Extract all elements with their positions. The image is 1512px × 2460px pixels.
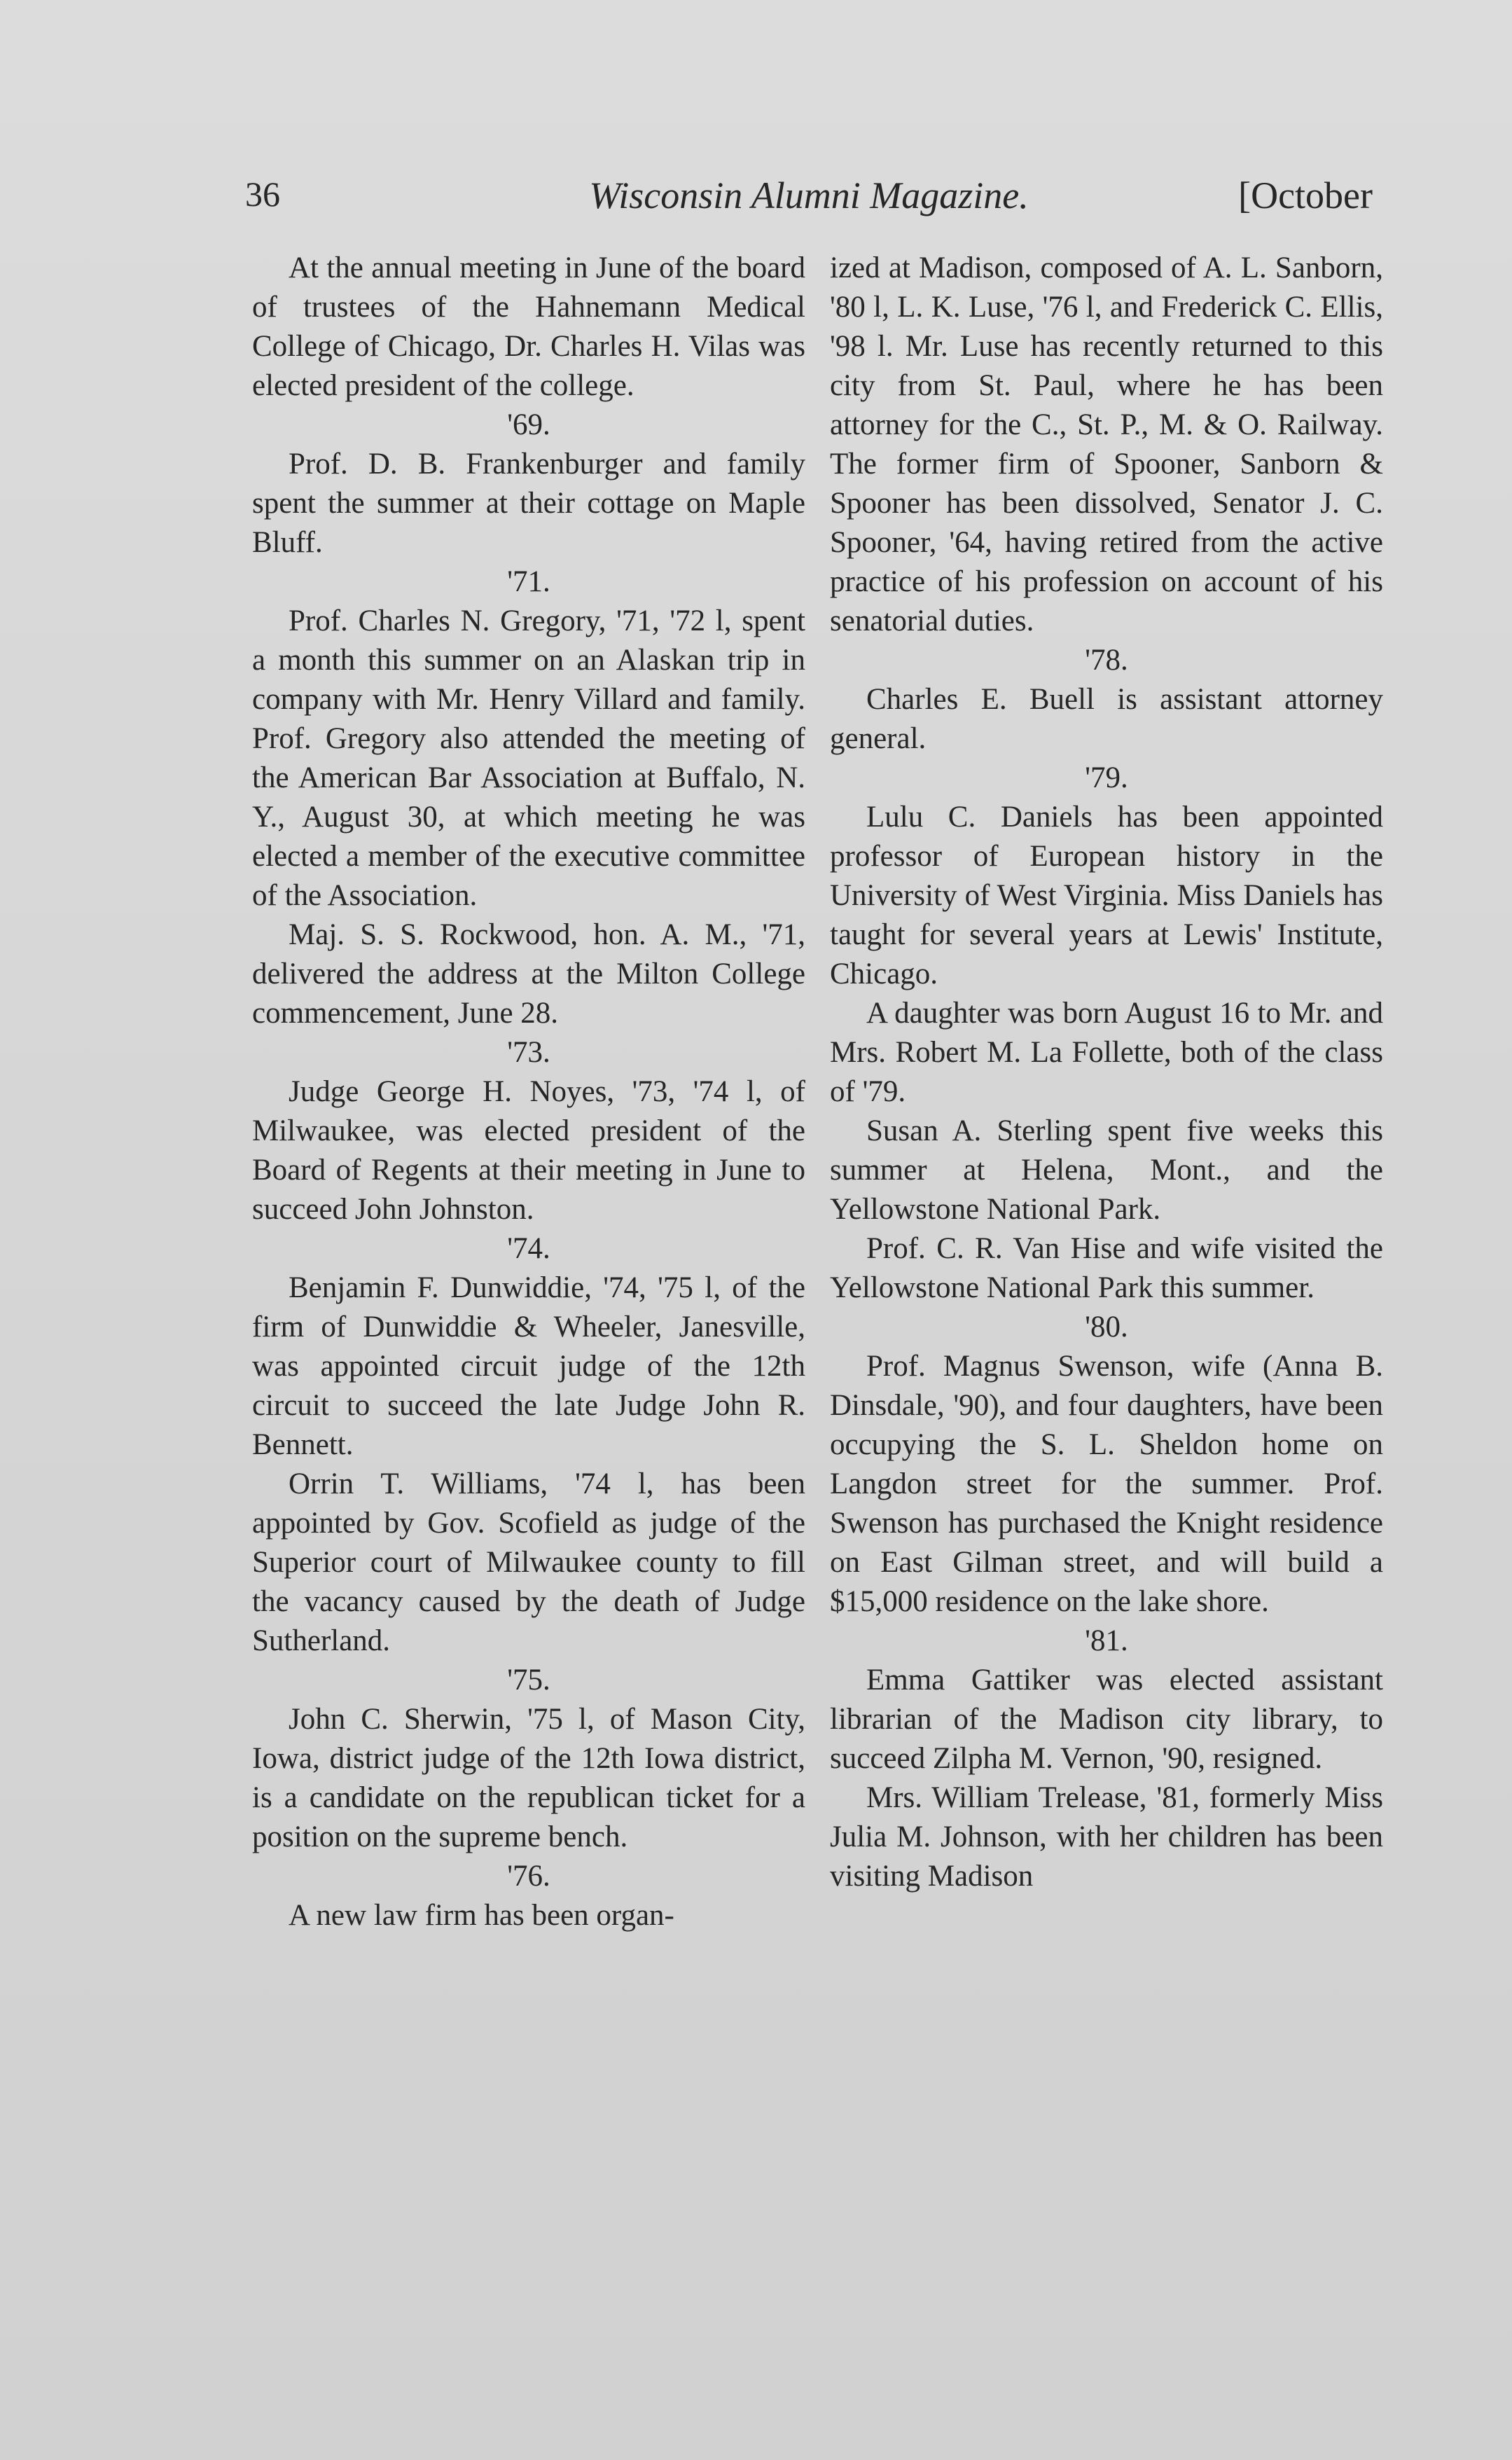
left-column — [252, 249, 805, 1935]
paragraph: Susan A. Sterling spent five weeks this summer at Helena, Mont., and the Yellowstone National Park. — [830, 1114, 1383, 1226]
paragraph: Prof. Charles N. Gregory, '71, '72 l, spent a month this summer on an Alaskan trip in company with Mr. Henry Villard and family. Prof. Gregory also attended the meeting of the American Bar Association at Buffalo, N. Y., August 30, at which meeting he was elected a member of the executive committee of the Association. — [252, 604, 805, 912]
class-year-heading: '74. — [507, 1232, 550, 1265]
paragraph: Emma Gattiker was elected assistant librarian of the Madison city library, to succeed Zilpha M. Vernon, '90, resigned. — [830, 1664, 1383, 1775]
class-year-heading: '80. — [1085, 1311, 1128, 1343]
page-number: 36 — [245, 174, 280, 214]
paragraph: Prof. Magnus Swenson, wife (Anna B. Dinsdale, '90), and four daughters, have been occupying the S. L. Sheldon home on Langdon street for the summer. Prof. Swenson has purchased the Knight residence on East Gilman street, and will build a $15,000 residence on the lake shore. — [830, 1350, 1383, 1618]
paragraph-continued: ized at Madison, composed of A. L. Sanborn, '80 l, L. K. Luse, '76 l, and Frederick C. Ellis, '98 l. Mr. Luse has recently returned to this city from St. Paul, where he has been attorney for the C., St. P., M. & O. Railway. The former firm of Spooner, Sanborn & Spooner has been dissolved, Senator J. C. Spooner, '64, having retired from the active practice of his profession on account of his senatorial duties. — [830, 251, 1383, 637]
right-column — [830, 249, 1383, 1896]
paragraph: Prof. D. B. Frankenburger and family spent the summer at their cottage on Maple Bluff. — [252, 448, 805, 559]
paragraph: Mrs. William Trelease, '81, formerly Miss Julia M. Johnson, with her children has been visiting Madison — [830, 1781, 1383, 1893]
running-head — [245, 174, 1373, 223]
class-year-heading: '71. — [507, 565, 550, 598]
class-year-heading: '78. — [1085, 644, 1128, 677]
paragraph: Prof. C. R. Van Hise and wife visited the Yellowstone National Park this summer. — [830, 1232, 1383, 1304]
class-year-heading: '76. — [507, 1860, 550, 1893]
class-year-heading: '81. — [1085, 1624, 1128, 1657]
issue-month: [October — [1238, 174, 1373, 216]
class-year-heading: '69. — [507, 408, 550, 441]
paragraph: A new law firm has been organ- — [289, 1899, 674, 1932]
paragraph: At the annual meeting in June of the board of trustees of the Hahnemann Medical College of Chicago, Dr. Charles H. Vilas was elected president of the college. — [252, 251, 805, 402]
paragraph: John C. Sherwin, '75 l, of Mason City, Iowa, district judge of the 12th Iowa district, is a candidate on the republican ticket for a position on the supreme bench. — [252, 1703, 805, 1853]
paragraph: Maj. S. S. Rockwood, hon. A. M., '71, delivered the address at the Milton College commencement, June 28. — [252, 918, 805, 1030]
paragraph: Charles E. Buell is assistant attorney general. — [830, 683, 1383, 755]
journal-title: Wisconsin Alumni Magazine. — [589, 174, 1029, 216]
paragraph: Judge George H. Noyes, '73, '74 l, of Milwaukee, was elected president of the Board of Regents at their meeting in June to succeed John Johnston. — [252, 1075, 805, 1226]
class-year-heading: '73. — [507, 1036, 550, 1069]
paragraph: Lulu C. Daniels has been appointed professor of European history in the University of West Virginia. Miss Daniels has taught for several years at Lewis' Institute, Chicago. — [830, 801, 1383, 990]
paragraph: A daughter was born August 16 to Mr. and Mrs. Robert M. La Follette, both of the class of '79. — [830, 997, 1383, 1108]
paragraph: Benjamin F. Dunwiddie, '74, '75 l, of the firm of Dunwiddie & Wheeler, Janesville, was appointed circuit judge of the 12th circuit to succeed the late Judge John R. Bennett. — [252, 1271, 805, 1461]
class-year-heading: '79. — [1085, 761, 1128, 794]
class-year-heading: '75. — [507, 1664, 550, 1697]
paragraph: Orrin T. Williams, '74 l, has been appointed by Gov. Scofield as judge of the Superior court of Milwaukee county to fill the vacancy caused by the death of Judge Sutherland. — [252, 1467, 805, 1657]
